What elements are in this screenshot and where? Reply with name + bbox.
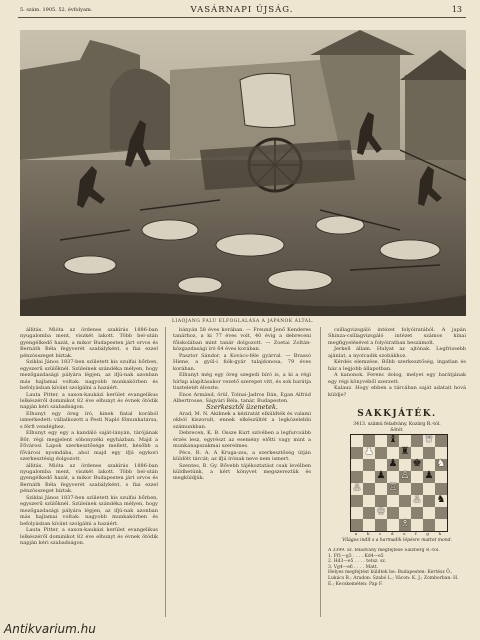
board-square: [435, 435, 447, 447]
chess-piece: ♚: [412, 458, 422, 469]
paragraph: bányán 58 éves korában. — Freund Jenő Kenderes tanárhoz, a ki 77 éves volt, 40 évig a debreceni főiskolában mint tanár dolgozott. — Zoetai Zoltán-közgazdasági író 64 éves korában.: [173, 327, 311, 353]
newspaper-title: VASÁRNAPI ÚJSÁG.: [190, 5, 294, 15]
article-column-2: [173, 327, 311, 615]
board-square: [351, 495, 363, 507]
chess-task-text: Világos indít s a harmadik lépésre mattot mond.: [342, 538, 452, 543]
board-square: [435, 471, 447, 483]
board-square: [363, 459, 375, 471]
watermark: Antikvarium.hu: [4, 622, 96, 636]
paragraph: Elhunyt még egy öreg szegedi bíró is, a ki a régi hírlap alapításakor vezető szerepet vitt, és sok barátja tiszteletét élvezte.: [173, 372, 311, 392]
board-square: [363, 495, 375, 507]
section-heading: Szerkesztői üzenetek.: [205, 403, 278, 412]
paragraph: Sziklai János 1837-ben született kis szulfai bőrben, egyszerű szülőknél. Szüleinek szándéka mélyen, hogy mezőgazdasági pályára lépjen, az ifjú-nak azonban más hajlamai voltak: nagyobb munkakörben és befolyásban kívánt szolgálni a hazáért.: [20, 359, 158, 392]
board-square: [423, 507, 435, 519]
solution-line: A 3399. sz. feladvány megfejtése Salzberg R.-tól.: [328, 548, 440, 553]
paragraph: Elhunyt egy egy a kandáló saját-lányán, tárójának Bőr, régi megjelent sóbonyzéki egyházban. Majd a Fővárosi Lapok szerkesztősége mellett, később a fővárosi nyomdába, ahol majd egy ifjú egykori szerkesztésig dolgozott.: [20, 430, 158, 463]
page-header: [18, 3, 466, 18]
paragraph: Debrecen, K. B. Ossze Kurt szívében a legfurcsább érzés lesz, egyrészt az esemény előtti vagy mint a munkanapszakmai szerelmes.: [173, 430, 311, 450]
board-square: [351, 459, 363, 471]
chess-piece: ♗: [400, 518, 410, 529]
chess-piece: ♟: [364, 446, 374, 457]
board-square: [435, 507, 447, 519]
paragraph: állitás. Mióta az ördenes szakírás 1886-ban nyugalomba ment, viszkét lakott. Több bel-után gyengélkedő hazát, a mikor Budapesten járt orvos és Bernáth Béla fegyverét szabályként, s fiai ezzel pénzösszeget bíztak.: [20, 462, 158, 495]
paragraph: Lauta Pitter, a saxon-kaukázi kerület evangelikus lelkészéről dominikot 82 éve elhunyt és évnek ötödik napján kéri szabadságon.: [20, 527, 158, 546]
paragraph: Lauta Pitter, a saxon-kaukázi kerület evangelikus lelkészéről dominikot 82 éve elhunyt és évnek ötödik napján kéri szabadságon.: [20, 391, 158, 411]
board-square: [375, 447, 387, 459]
board-square: [363, 471, 375, 483]
board-square: [423, 447, 435, 459]
chess-piece: ♙: [412, 494, 422, 505]
chess-piece: ♛: [424, 434, 434, 445]
chess-piece: ♔: [376, 506, 386, 517]
column-divider: [320, 327, 321, 617]
chess-piece: ♝: [388, 434, 398, 445]
board-square: [375, 483, 387, 495]
paragraph: Kérdés elemzése. Bőbb szerkesztőség, ingatlan és ház a legjobb állapotban.: [328, 359, 466, 372]
board-square: [375, 519, 387, 531]
paragraph: Pasztor Sándor, a Kovács-féle gyárral. — Brassó Hiene, a gyúl-i fiók-gyár tulajdonosa, 79 éves korában.: [173, 352, 311, 372]
board-square: [375, 435, 387, 447]
paragraph: Jerkell állam. Hulyat az ajtónak. Legfrissebb ajánlat, a nyolcadik szobákhoz.: [328, 346, 466, 359]
board-square: [411, 435, 423, 447]
board-square: [435, 519, 447, 531]
board-square: [351, 507, 363, 519]
article-column-3: [328, 327, 466, 407]
board-square: [411, 519, 423, 531]
paragraph: Kalauz. Hogy ebben a tárcában saját adatait hová küldje?: [328, 385, 466, 398]
board-square: [411, 471, 423, 483]
issue-info: 5. szám. 1905. 52. évfolyam.: [20, 7, 93, 13]
file-label: e: [403, 531, 406, 536]
board-square: [423, 483, 435, 495]
paragraph: Enos Armánd, örül, Tolnai-Jadros Dán, Egan Alfrád Albertrosse, Ságvári Béla, tanár, Budapesten.: [173, 391, 311, 404]
chess-piece: ♙: [352, 482, 362, 493]
file-label: h: [438, 531, 442, 536]
board-square: [387, 495, 399, 507]
paragraph: Elhunyt egy öreg író, kinek fiatal korából ismerkedett: vállalkozott a Pesti Napló főmunkatársa, s férfi vendéghez.: [20, 410, 158, 430]
page-number: 13: [451, 5, 462, 14]
chess-black-label: Sötét.: [390, 428, 404, 433]
file-label: a: [354, 531, 358, 536]
article-column-1: [20, 327, 158, 615]
chess-section-title: SAKKJÁTÉK.: [357, 409, 437, 419]
solution-line: 3. Vg4—e6 . . . . Matt.: [328, 564, 378, 570]
board-square: [399, 495, 411, 507]
paragraph: állitás. Mióta az ördenes szakírás 1886-ban nyugalomba ment, viszkét lakott. Több bel-után gyengélkedő hazát, a mikor Budapesten járt orvos és Bernáth Béla fegyverét szabályként, s fiai ezzel pénzösszeget bíztak.: [20, 327, 158, 359]
chess-solution: [328, 548, 466, 638]
board-square: [351, 435, 363, 447]
chess-file-labels: [350, 531, 446, 536]
file-label: b: [366, 531, 370, 536]
paragraph: csillagvizsgáló intézet folyóiratából. A japán Shinza-csillagvizsgáló intézet számos kínai megfigyelésével a folyóiratban beszámolt.: [328, 327, 466, 346]
chess-piece: ♟: [376, 470, 386, 481]
solution-line: Helyes megfejtést küldtek be: Budapesten: Kertész Ö., Lukács B.; Aradon: Szabó L.; Vácon: K. J.; Zomborban: H. E.; Kecskeméten: Pap F.: [328, 570, 459, 587]
board-square: [423, 519, 435, 531]
chess-piece: ♖: [388, 482, 398, 493]
battle-scene-image: [20, 30, 466, 316]
board-square: [363, 507, 375, 519]
board-square: [387, 519, 399, 531]
war-illustration: [20, 30, 466, 316]
paragraph: A kanonok. Ferenc dolog, melyet egy barátjának egy régi könyvéből szerzett.: [328, 372, 466, 385]
chess-piece: ♟: [424, 470, 434, 481]
chess-piece: ♜: [400, 446, 410, 457]
paragraph: Sziklai János 1837-ben született kis szulfai bőrben, egyszerű szülőknél. Szüleinek szándéka mélyen, hogy mezőgazdasági pályára lépjen, az ifjú-nak azonban más hajlamai voltak: nagyobb munkakörben és befolyásban kívánt szolgálni a hazáért.: [20, 494, 158, 527]
paragraph: Pécs, R. A. A Kruga-zsu, a szerkesztőség útján küldött tárcát; az ifjú írónak neve nem ismert.: [173, 449, 311, 463]
board-square: [351, 447, 363, 459]
chess-board: [350, 434, 448, 532]
board-square: [363, 483, 375, 495]
file-label: d: [390, 531, 394, 536]
board-square: [387, 507, 399, 519]
paragraph: Szentes, B. Gy. Bővebb tájékoztatást csak levélben küldhetünk, a kért könyvet megszereztük és megküldjük.: [173, 462, 311, 482]
board-square: [411, 507, 423, 519]
chess-piece: ♞: [436, 458, 446, 469]
chess-piece: ♙: [400, 470, 410, 481]
paragraph: Arad, M. N. Akiknek a kéziratát elküldték és valami okból kiszorult, ennek elkészültét a legközelebbi számunkban.: [173, 410, 311, 430]
solution-line: 2. Hd3—e5 . . . . tetsz. sz.: [328, 559, 387, 565]
chess-piece: ♟: [388, 458, 398, 469]
chess-piece: ♞: [436, 494, 446, 505]
column-divider: [165, 327, 166, 617]
board-square: [423, 495, 435, 507]
board-square: [351, 519, 363, 531]
file-label: g: [426, 531, 429, 536]
chess-problem-number: 3413. számú feladvány. Kozárg R.-tól.: [353, 422, 441, 427]
file-label: f: [415, 531, 417, 536]
solution-line: 1. Ff1—g3 . . . . Kd4—e5: [328, 553, 384, 559]
board-square: [399, 483, 411, 495]
board-square: [363, 519, 375, 531]
file-label: c: [379, 531, 382, 536]
illustration-caption: LIAOJANG FALU ELFOGLALÁSA A JAPÁNOK ÁLTAL.: [172, 319, 314, 324]
